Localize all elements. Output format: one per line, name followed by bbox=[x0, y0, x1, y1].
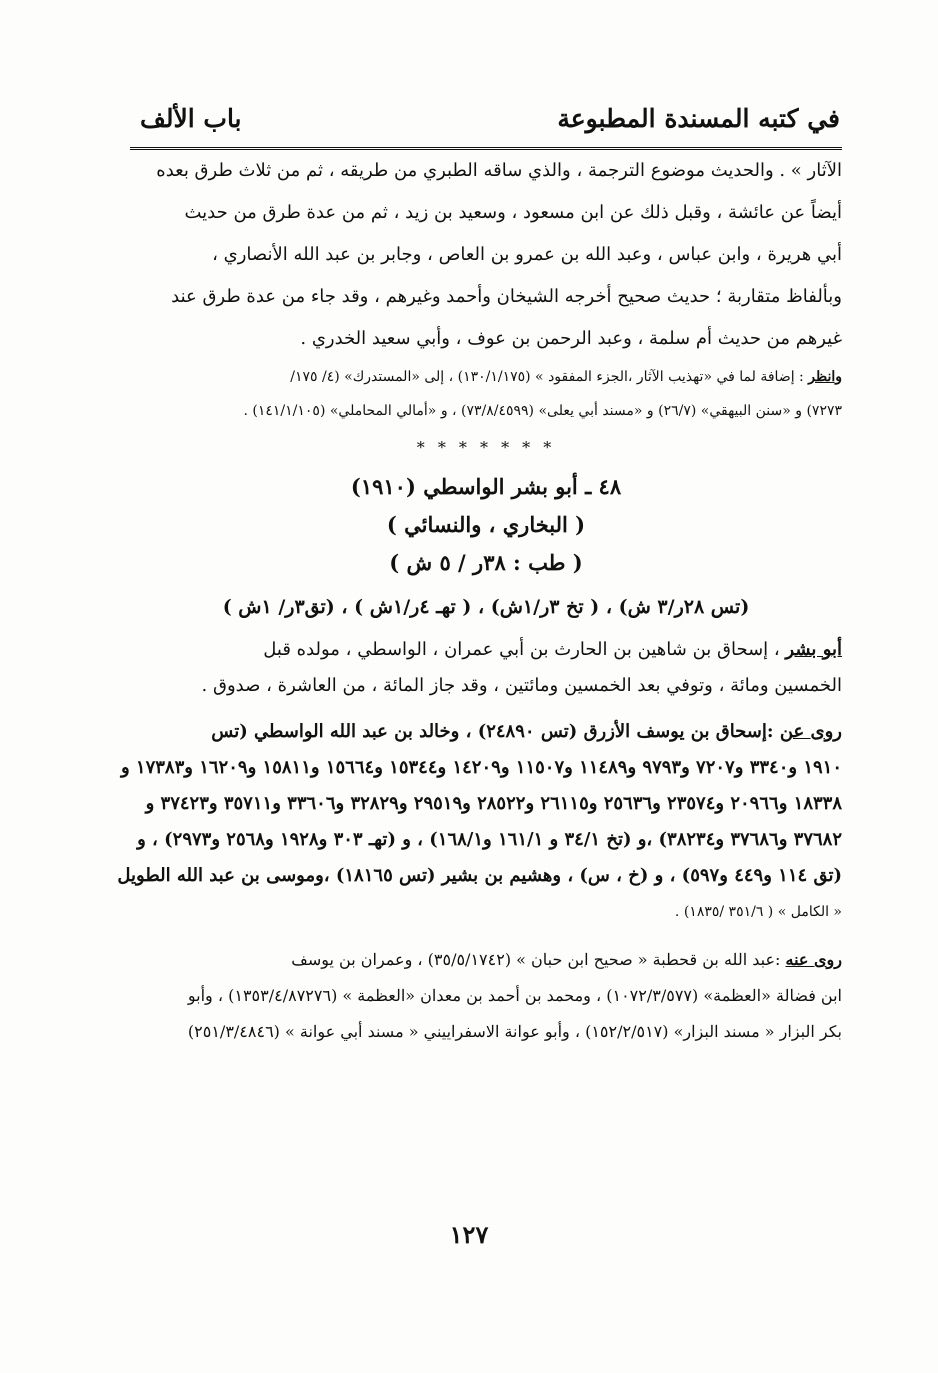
text-line bbox=[130, 714, 842, 750]
paragraph-commentary bbox=[130, 150, 842, 360]
text-line: « الكامل » ( ٣٥١/٦ /١٨٣٥) . bbox=[674, 904, 842, 920]
text-line: (تق ١١٤ و٤٤٩ و٥٩٧) ، و (خ ، س) ، وهشيم بن بشير (تس ١٨١٦٥) ،وموسى بن عبد الله الطويل bbox=[117, 865, 842, 886]
text-line: أبي هريرة ، وابن عباس ، وعبد الله بن عمرو بن العاص ، وجابر بن عبد الله الأنصاري ، bbox=[212, 244, 842, 265]
text-line: الآثار » . والحديث موضوع الترجمة ، والذي ساقه الطبري من طريقه ، ثم من ثلاث طرق بعده bbox=[156, 160, 842, 181]
text-line: غيرهم من حديث أم سلمة ، وعبد الرحمن بن عوف ، وأبي سعيد الخدري . bbox=[300, 328, 842, 349]
text-line: ١٨٣٣٨ و٢٠٩٦٦ و٢٣٥٧٤ و٢٥٦٣٦ و٢٦١١٥ و٢٨٥٢٢ و٢٩٥١٩ و٣٢٨٢٩ و٣٣٦٠٦ و٣٥٧١١ و٣٧٤٢٣ و bbox=[145, 793, 842, 814]
entry-books: ( البخاري ، والنسائي ) bbox=[386, 512, 586, 537]
header-chapter-title: باب الألف bbox=[140, 103, 242, 133]
see-also-lead: وانظر bbox=[808, 369, 842, 385]
narrated-from-text: :إسحاق بن يوسف الأزرق (تس ٢٤٨٩٠) ، وخالد بن عبد الله الواسطي (تس bbox=[211, 721, 774, 742]
text-line: وبألفاظ متقاربة ؛ حديث صحيح أخرجه الشيخان وأحمد وغيرهم ، وقد جاء من عدة طرق عند bbox=[171, 286, 842, 307]
entry-sections: (تس ٢٨ر/٣ ش) ، ( تخ ٣ر/١ش) ، ( تهـ ٤ر/١ش ) ، (تق٣ر/ ١ش ) bbox=[222, 596, 750, 618]
narrated-from-lead: روى عن bbox=[779, 721, 842, 742]
text-line: ١٩١٠ و٣٣٤٠ و٧٢٠٧ و٩٧٩٣ و١١٤٨٩ و١١٥٠٧ و١٤٢٠٩ و١٥٣٤٤ و١٥٦٦٤ و١٥٨١١ و١٦٢٠٩ و١٧٣٨٣ و bbox=[120, 757, 842, 778]
running-header bbox=[140, 96, 840, 140]
narrated-by-text: :عبد الله بن قحطبة « صحيح ابن حبان » (٣٥/٥/١٧٤٢) ، وعمران بن يوسف bbox=[291, 950, 781, 969]
text-line: ٣٧٦٨٢ و٣٧٦٨٦ و٣٨٢٣٤) ،و (تخ ٣٤/١ و ١٦١/١ و١٦٨/١) ، و (تهـ ٣٠٣ و١٩٢٨ و٢٥٦٨ و٢٩٧٣) ، و bbox=[137, 829, 842, 850]
text-line bbox=[130, 632, 842, 668]
see-also-text: : إضافة لما في «تهذيب الآثار ،الجزء المفقود » (١٣٠/١/١٧٥) ، إلى «المستدرك» (٤/ ١٧٥/ bbox=[290, 369, 804, 385]
paragraph-biography bbox=[130, 632, 842, 704]
text-line: الخمسين ومائة ، وتوفي بعد الخمسين ومائتين ، وقد جاز المائة ، من العاشرة ، صدوق . bbox=[201, 675, 842, 696]
paragraph-see-also bbox=[130, 360, 842, 428]
section-divider: * * * * * * * bbox=[416, 438, 556, 457]
entry-title: ٤٨ ـ أبو بشر الواسطي (١٩١٠) bbox=[350, 474, 622, 499]
bio-lead: أبو بشر bbox=[785, 639, 842, 660]
paragraph-narrated-from bbox=[117, 714, 842, 930]
paragraph-narrated-by bbox=[130, 942, 842, 1050]
page-body bbox=[117, 150, 842, 1050]
text-line: أيضاً عن عائشة ، وقبل ذلك عن ابن مسعود ، وسعيد بن زيد ، ثم من عدة طرق من حديث bbox=[184, 202, 842, 223]
text-line: ابن فضالة «العظمة» (١٠٧٢/٣/٥٧٧) ، ومحمد بن أحمد بن معدان «العظمة » (١٣٥٣/٤/٨٧٢٧٦) ، وأبو bbox=[187, 986, 842, 1005]
text-line: ٧٢٧٣) و «سنن البيهقي» (٢٦/٧) و «مسند أبي يعلى» (٧٣/٨/٤٥٩٩) ، و «أمالي المحاملي» (١٤١/١/١٠٥) . bbox=[243, 403, 842, 419]
text-line: بكر البزار « مسند البزار» (١٥٢/٢/٥١٧) ، وأبو عوانة الاسفراييني « مسند أبي عوانة » (٢٥١/٣/٤٨٤٦) bbox=[187, 1022, 842, 1041]
header-book-title: في كتبه المسندة المطبوعة bbox=[557, 103, 840, 133]
bio-text: ، إسحاق بن شاهين بن الحارث بن أبي عمران ، الواسطي ، مولده قبل bbox=[263, 639, 780, 660]
narrated-by-lead: روى عنه bbox=[785, 950, 842, 969]
text-line bbox=[130, 942, 842, 978]
page-number: ١٢٧ bbox=[449, 1220, 489, 1249]
entry-tabaqat: ( طب : ٣٨ر / ٥ ش ) bbox=[389, 550, 583, 575]
text-line bbox=[130, 360, 842, 394]
